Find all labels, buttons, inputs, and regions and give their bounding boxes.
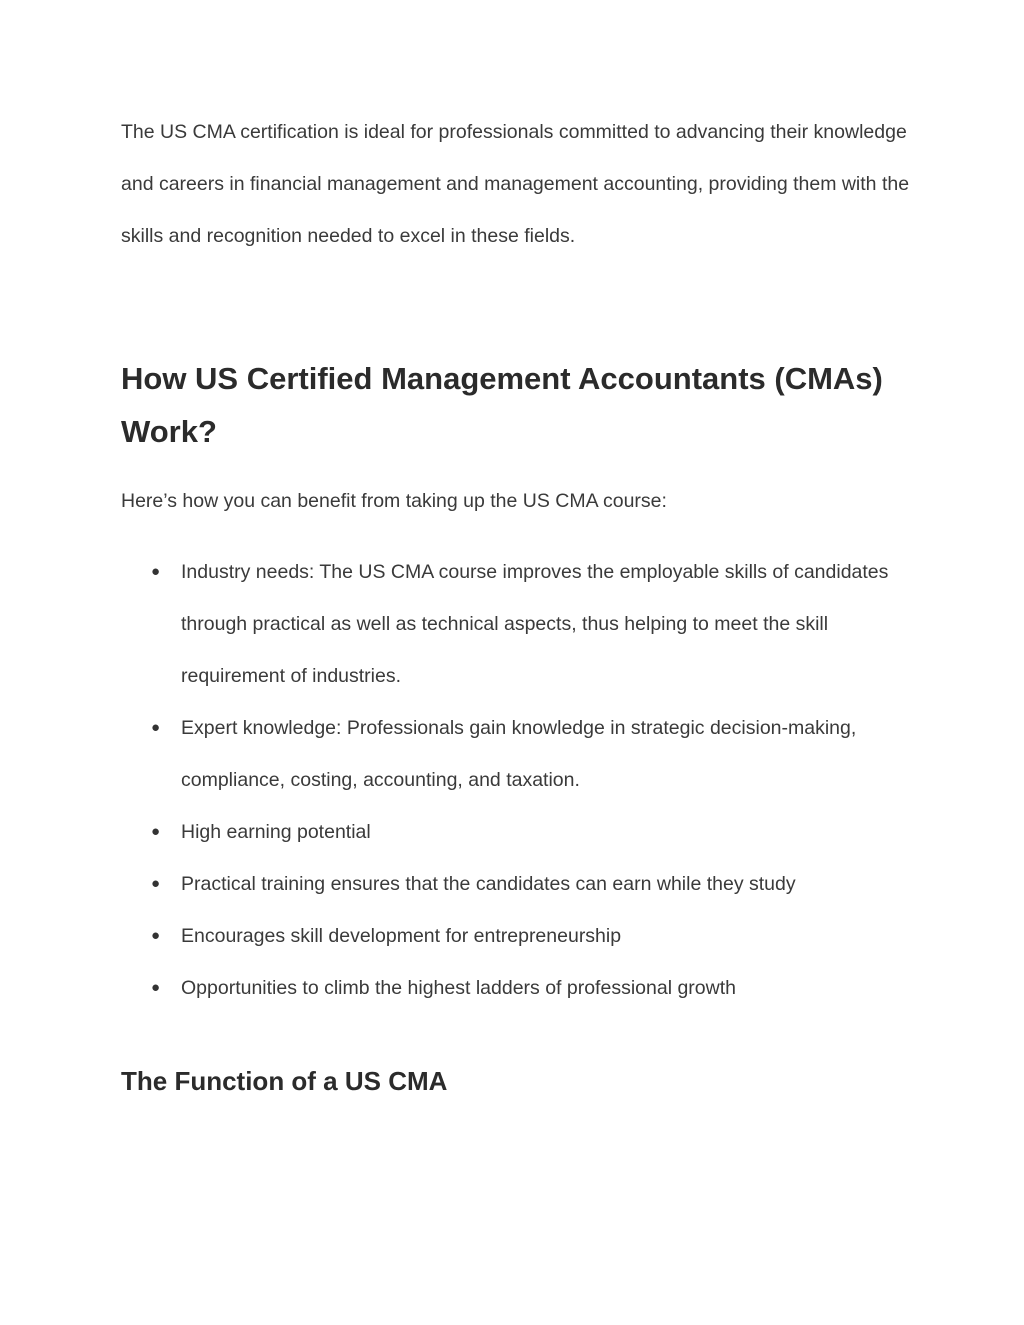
bullet-icon: ● bbox=[151, 563, 161, 580]
bullet-icon: ● bbox=[151, 719, 161, 736]
list-item bbox=[121, 910, 911, 962]
list-item bbox=[121, 546, 911, 702]
lead-text: Here’s how you can benefit from taking up the US CMA course: bbox=[121, 490, 667, 512]
list-item bbox=[121, 806, 911, 858]
subsection-heading: The Function of a US CMA bbox=[121, 1066, 448, 1096]
bullet-icon: ● bbox=[151, 875, 161, 892]
list-item-text: Practical training ensures that the candidates can earn while they study bbox=[181, 873, 796, 895]
bullet-icon: ● bbox=[151, 823, 161, 840]
benefits-list bbox=[121, 546, 911, 1014]
list-item bbox=[121, 858, 911, 910]
intro-paragraph: The US CMA certification is ideal for professionals committed to advancing their knowledge and careers in financial management and management accounting, providing them with the skills and recognition needed to excel in these fields. bbox=[121, 121, 910, 247]
list-item bbox=[121, 702, 911, 806]
list-item-text: Industry needs: The US CMA course improves the employable skills of candidates through practical as well as technical aspects, thus helping to meet the skill requirement of industries. bbox=[181, 561, 889, 687]
list-item bbox=[121, 962, 911, 1014]
list-item-text: Expert knowledge: Professionals gain knowledge in strategic decision-making, compliance, costing, accounting, and taxation. bbox=[181, 717, 857, 791]
list-item-text: Opportunities to climb the highest ladders of professional growth bbox=[181, 977, 736, 999]
bullet-icon: ● bbox=[151, 927, 161, 944]
section-heading: How US Certified Management Accountants (CMAs) Work? bbox=[121, 361, 883, 449]
list-item-text: Encourages skill development for entrepreneurship bbox=[181, 925, 622, 947]
bullet-icon: ● bbox=[151, 979, 161, 996]
list-item-text: High earning potential bbox=[181, 821, 371, 843]
